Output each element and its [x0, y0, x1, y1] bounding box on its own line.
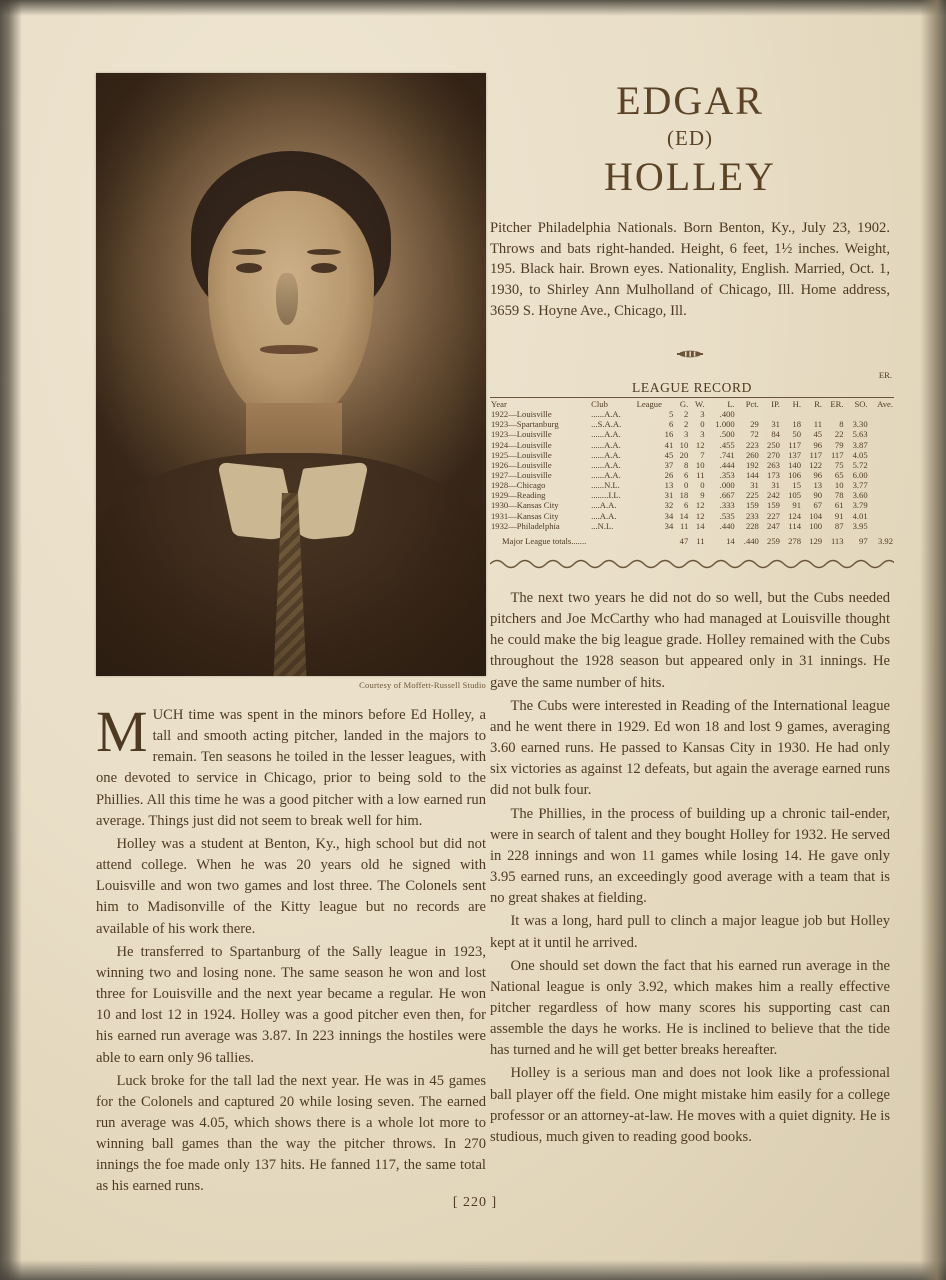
- table-cell: 22: [834, 429, 844, 440]
- table-cell: 140: [788, 459, 801, 470]
- record-table: [490, 399, 894, 546]
- table-cell: 14: [695, 520, 705, 531]
- table-cell: 250: [767, 439, 780, 450]
- table-cell: 144: [745, 469, 759, 480]
- table-cell: 1922—Louisville: [491, 409, 552, 420]
- table-cell: 6: [683, 469, 689, 480]
- table-cell: 1929—Reading: [491, 490, 546, 501]
- table-cell: 90: [813, 490, 823, 501]
- table-cell: ...S.A.A.: [591, 419, 622, 430]
- title-first-name: EDGAR: [616, 78, 764, 123]
- record-table-body: [490, 409, 894, 531]
- article-paragraph: It was a long, hard pull to clinch a major league job but Holley kept at it until he arrived.: [490, 913, 890, 951]
- portrait-block: [96, 73, 486, 690]
- table-cell: 3: [700, 409, 705, 420]
- photo-credit: Courtesy of Moffett-Russell Studio: [359, 680, 486, 690]
- table-cell: 122: [809, 459, 823, 470]
- table-cell: 31: [664, 490, 674, 501]
- table-cell: .455: [719, 439, 735, 450]
- article-paragraph: The Cubs were interested in Reading of the International league and he went there in 1929. Ed won 18 and lost 9 games, averaging 3.60 earned runs. He passed to Kansas City in 1930. He had only six victories as against 12 defeats, but again the average earned runs did not bulk four.: [490, 697, 890, 799]
- table-cell: 61: [834, 500, 844, 511]
- table-cell: 105: [788, 490, 801, 501]
- table-cell: [781, 409, 802, 419]
- col-r: R.: [814, 399, 823, 409]
- table-cell: 242: [767, 490, 780, 501]
- table-cell: 15: [792, 480, 801, 491]
- table-header-row: [490, 399, 894, 409]
- table-cell: .535: [719, 510, 735, 521]
- table-cell: .444: [719, 459, 735, 470]
- table-cell: 12: [695, 500, 705, 511]
- table-cell: 3: [700, 429, 705, 440]
- table-cell: 1925—Louisville: [491, 449, 552, 460]
- table-cell: 9: [700, 490, 705, 501]
- table-cell: 45: [813, 429, 823, 440]
- page-bottom-shadow: [0, 1260, 946, 1280]
- table-cell: 173: [767, 469, 780, 480]
- portrait-vignette: [96, 73, 486, 676]
- table-cell: 5.72: [852, 459, 868, 470]
- table-cell: 2: [683, 409, 689, 420]
- league-record-title: LEAGUE RECORD: [490, 380, 894, 398]
- table-cell: 4.01: [852, 510, 868, 521]
- table-cell: 14: [679, 510, 689, 521]
- col-ip: IP.: [771, 399, 780, 409]
- table-cell: 159: [767, 500, 780, 511]
- table-row: [490, 440, 894, 450]
- table-cell: [802, 409, 823, 419]
- table-cell: 117: [830, 449, 844, 460]
- table-cell: ......N.L.: [591, 480, 620, 491]
- era-column-header: [490, 370, 894, 380]
- table-cell: 2: [683, 419, 689, 430]
- totals-ave: 3.92: [877, 535, 893, 546]
- table-cell: .741: [719, 449, 735, 460]
- totals-ip: 259: [767, 535, 780, 546]
- table-cell: 1923—Spartanburg: [491, 419, 559, 430]
- table-cell: 1928—Chicago: [491, 480, 546, 491]
- league-record-table: [490, 370, 894, 546]
- article-paragraph: Holley was a student at Benton, Ky., high school but did not attend college. When he was 20 years old he signed with Louisville and won two games and lost three. The Colonels sent him to Madisonville of the Kitty league but no records are available of his work there.: [96, 835, 486, 937]
- table-cell: 117: [809, 449, 823, 460]
- table-cell: 3.87: [852, 439, 868, 450]
- col-h: H.: [792, 399, 801, 409]
- table-cell: 50: [792, 429, 801, 440]
- table-cell: 12: [695, 510, 705, 521]
- table-cell: 67: [813, 500, 823, 511]
- table-row: [490, 500, 894, 510]
- table-cell: 104: [809, 510, 823, 521]
- table-cell: .353: [719, 469, 735, 480]
- table-cell: 225: [745, 490, 759, 501]
- col-year: Year: [491, 399, 507, 409]
- table-cell: 0: [700, 480, 705, 491]
- table-cell: 1930—Kansas City: [491, 500, 559, 511]
- table-cell: 37: [664, 459, 674, 470]
- title-nickname: (ED): [667, 126, 713, 150]
- table-cell: 3.30: [852, 419, 868, 430]
- table-cell: 96: [813, 469, 823, 480]
- table-cell: .000: [719, 480, 735, 491]
- article-paragraph: One should set down the fact that his earned run average in the National league is only 3.92, which makes him a really effective pitcher regardless of how many scores his supporting cast can assemble the days he works. He is inclined to believe that the tide has turned and he will get better breaks hereafter.: [490, 957, 890, 1059]
- table-cell: 3.95: [852, 520, 868, 531]
- totals-pct: .440: [743, 535, 759, 546]
- portrait-photo: [96, 73, 486, 676]
- totals-h: 278: [788, 535, 801, 546]
- table-cell: [736, 409, 760, 419]
- table-cell: 227: [767, 510, 780, 521]
- totals-so: 97: [859, 535, 868, 546]
- article-paragraph: The next two years he did not do so well, but the Cubs needed pitchers and Joe McCarthy who had managed at Louisville thought he could make the big league grade. Holley remained with the Cubs throughout the 1928 season but appeared only in 31 innings. He gave the same number of hits.: [490, 590, 890, 691]
- table-cell: ....A.A.: [591, 500, 617, 511]
- table-cell: 247: [767, 520, 780, 531]
- table-cell: 87: [834, 520, 844, 531]
- wavy-divider-icon: [490, 557, 894, 571]
- ornament-divider-icon: [490, 347, 890, 363]
- table-cell: 18: [792, 419, 801, 430]
- table-cell: 34: [664, 520, 674, 531]
- table-cell: 159: [745, 500, 759, 511]
- table-cell: 223: [745, 439, 759, 450]
- table-cell: 26: [664, 469, 674, 480]
- table-row: [490, 429, 894, 439]
- table-cell: 4.05: [852, 449, 868, 460]
- col-g: G.: [679, 399, 689, 409]
- table-cell: 45: [664, 449, 674, 460]
- table-cell: 34: [664, 510, 674, 521]
- table-cell: 3.60: [852, 490, 868, 501]
- table-cell: 228: [745, 520, 759, 531]
- table-cell: 75: [834, 459, 844, 470]
- table-cell: 91: [792, 500, 801, 511]
- era-header-top: ER.: [878, 370, 892, 380]
- table-cell: 1932—Philadelphia: [491, 520, 560, 531]
- col-l: L.: [727, 399, 735, 409]
- table-cell: 1931—Kansas City: [491, 510, 559, 521]
- title-last-name: HOLLEY: [604, 154, 776, 199]
- table-cell: 29: [750, 419, 759, 430]
- col-club: Club: [591, 399, 608, 409]
- table-row: [490, 490, 894, 500]
- table-cell: 1924—Louisville: [491, 439, 552, 450]
- table-cell: 5.63: [852, 429, 868, 440]
- table-cell: .440: [719, 520, 735, 531]
- table-cell: 11: [696, 469, 705, 480]
- totals-l: 14: [726, 535, 735, 546]
- page-title: [490, 80, 890, 200]
- table-cell: 1923—Louisville: [491, 429, 552, 440]
- totals-er: 113: [830, 535, 844, 546]
- table-cell: ......A.A.: [591, 409, 621, 420]
- table-row: [490, 450, 894, 460]
- table-cell: 1927—Louisville: [491, 469, 552, 480]
- table-cell: 12: [695, 439, 705, 450]
- table-cell: 3.79: [852, 500, 868, 511]
- table-row-totals: [490, 531, 894, 546]
- table-cell: ......A.A.: [591, 459, 621, 470]
- table-cell: 260: [745, 449, 759, 460]
- table-cell: 11: [679, 520, 689, 531]
- totals-label: Major League totals.......: [502, 535, 587, 546]
- table-row: [490, 409, 894, 419]
- table-cell: [845, 409, 869, 419]
- col-era-ave: Ave.: [877, 399, 893, 409]
- table-row: [490, 470, 894, 480]
- table-cell: ......A.A.: [591, 429, 621, 440]
- table-cell: ......A.A.: [591, 469, 621, 480]
- col-pct: Pct.: [745, 399, 759, 409]
- table-cell: 1926—Louisville: [491, 459, 552, 470]
- table-cell: ...N.L.: [591, 520, 614, 531]
- table-cell: 3.77: [852, 480, 868, 491]
- table-cell: 31: [771, 480, 780, 491]
- table-cell: [823, 409, 844, 419]
- table-cell: 106: [788, 469, 801, 480]
- table-cell: 65: [834, 469, 844, 480]
- table-cell: ......A.A.: [591, 439, 621, 450]
- table-cell: 8: [683, 459, 689, 470]
- table-cell: 31: [771, 419, 780, 430]
- totals-r: 129: [809, 535, 823, 546]
- article-left-column: [96, 699, 486, 1200]
- totals-w: 11: [696, 535, 705, 546]
- table-cell: 0: [700, 419, 705, 430]
- table-cell: 0: [683, 480, 689, 491]
- table-cell: 117: [788, 439, 801, 450]
- table-cell: 91: [834, 510, 844, 521]
- table-cell: 192: [745, 459, 759, 470]
- table-cell: 13: [664, 480, 674, 491]
- table-cell: 79: [834, 439, 844, 450]
- table-cell: ........I.L.: [591, 490, 621, 501]
- table-cell: 16: [664, 429, 674, 440]
- table-cell: .333: [719, 500, 735, 511]
- table-cell: 1.000: [715, 419, 735, 430]
- drop-cap: M: [96, 699, 148, 764]
- table-cell: 124: [788, 510, 801, 521]
- totals-g: 47: [679, 535, 689, 546]
- table-cell: 32: [664, 500, 674, 511]
- table-cell: .667: [719, 490, 735, 501]
- page-top-shadow: [0, 0, 946, 16]
- table-cell: 84: [771, 429, 780, 440]
- table-cell: 10: [679, 439, 689, 450]
- table-cell: 6.00: [852, 469, 868, 480]
- table-cell: 31: [750, 480, 759, 491]
- table-cell: 114: [788, 520, 801, 531]
- col-w: W.: [695, 399, 705, 409]
- table-cell: [760, 409, 781, 419]
- table-cell: 96: [813, 439, 823, 450]
- table-cell: 233: [745, 510, 759, 521]
- table-cell: 41: [664, 439, 674, 450]
- table-cell: 5: [668, 409, 674, 420]
- col-league: League: [636, 399, 662, 409]
- table-cell: 72: [750, 429, 759, 440]
- table-cell: 10: [834, 480, 844, 491]
- table-cell: 270: [767, 449, 780, 460]
- article-paragraph: The Phillies, in the process of building up a chronic tail-ender, were in search of talent and they bought Holley for 1932. He served in 228 innings and won 11 games while losing 14. He gave only 3.95 earned runs, an exceedingly good average with a team that is no great shakes at fielding.: [490, 805, 890, 907]
- table-row: [490, 419, 894, 429]
- table-row: [490, 480, 894, 490]
- biography-paragraph: Pitcher Philadelphia Nationals. Born Benton, Ky., July 23, 1902. Throws and bats right-handed. Height, 6 feet, 1½ inches. Weight, 195. Black hair. Brown eyes. Nationality, English. Married, Oct. 1, 1930, to Shirley Ann Mulholland of Chicago, Ill. Home address, 3659 S. Hoyne Ave., Chicago, Ill.: [490, 220, 890, 319]
- table-cell: 11: [813, 419, 823, 430]
- article-paragraph: MUCH time was spent in the minors before Ed Holley, a tall and smooth acting pitcher, landed in the majors to remain. Ten seasons he toiled in the lesser leagues, with one devoted to service in Chicago, prior to being sold to the Phillies. All this time he was a good pitcher with a low earned run average. Things just did not seem to break well for him.: [96, 699, 486, 829]
- table-cell: 7: [700, 449, 705, 460]
- table-cell: 78: [834, 490, 844, 501]
- article-paragraph: Luck broke for the tall lad the next year. He was in 45 games for the Colonels and captured 20 while losing seven. The earned run average was 4.05, which shows there is a whole lot more to winning ball games than the way the pitcher throws. In 270 innings the foe made only 137 hits. He fanned 117, the same total as his earned runs.: [96, 1072, 486, 1195]
- table-cell: 100: [809, 520, 823, 531]
- table-cell: .400: [719, 409, 735, 420]
- table-cell: 8: [839, 419, 844, 430]
- table-cell: .500: [719, 429, 735, 440]
- table-cell: 263: [767, 459, 780, 470]
- page-number: [ 220 ]: [452, 1195, 498, 1210]
- table-cell: 3: [683, 429, 689, 440]
- col-so: SO.: [854, 399, 868, 409]
- col-er: ER.: [830, 399, 844, 409]
- article-paragraph: Holley is a serious man and does not look like a professional ball player off the field. One might mistake him easily for a college professor or an attorney-at-law. He moves with a quiet dignity. He is studious, much given to reading good books.: [490, 1065, 890, 1145]
- table-row: [490, 460, 894, 470]
- table-cell: ....A.A.: [591, 510, 617, 521]
- table-cell: 18: [679, 490, 689, 501]
- table-cell: 13: [813, 480, 823, 491]
- table-row: [490, 511, 894, 521]
- table-row: [490, 521, 894, 531]
- table-cell: 137: [788, 449, 801, 460]
- table-cell: ......A.A.: [591, 449, 621, 460]
- table-cell: 20: [679, 449, 689, 460]
- page-content: [60, 40, 893, 1240]
- article-right-column: [490, 588, 890, 1150]
- table-cell: 6: [668, 419, 674, 430]
- table-cell: 6: [683, 500, 689, 511]
- article-paragraph: He transferred to Spartanburg of the Sally league in 1923, winning two and losing none. The same season he won and lost three for Louisville and the next year became a regular. He won 10 and lost 12 in 1924. Holley was a good pitcher even then, for his earned run average was 3.87. In 223 innings the hostiles were able to earn only 96 tallies.: [96, 943, 486, 1066]
- table-cell: 10: [695, 459, 705, 470]
